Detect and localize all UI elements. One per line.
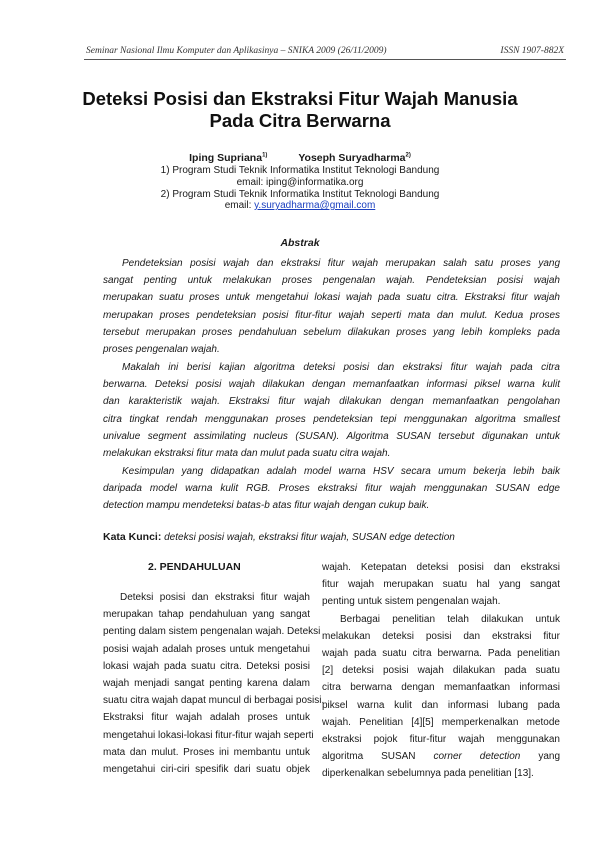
title-line-2: Pada Citra Berwarna: [209, 110, 391, 131]
running-header-issn: ISSN 1907-882X: [500, 46, 564, 56]
body-line: wajah menjadi sangat penting karena dalam: [103, 678, 310, 689]
abstract-line: sangat penting untuk melakukan proses pengenalan wajah. Pendeteksian posisi wajah: [103, 275, 560, 286]
italic-term: corner detection: [433, 751, 521, 763]
body-line: algoritma SUSAN corner detection yang: [322, 751, 561, 763]
body-line: wajah pada suatu citra berwarna. Pada penelitian: [322, 648, 560, 659]
title-line-1: Deteksi Posisi dan Ekstraksi Fitur Wajah Manusia: [82, 88, 518, 109]
body-line: [2] deteksi posisi wajah dilakukan pada suatu: [322, 665, 560, 677]
body-line: lokasi wajah pada suatu citra. Deteksi posisi: [103, 660, 310, 672]
body-line: melakukan deteksi posisi dan ekstraksi fitur: [322, 630, 560, 642]
abstract-line: merupakan suatu proses untuk mengetahui lokasi wajah pada suatu citra. Ekstraksi fitur wajah: [103, 292, 560, 303]
author-1: Iping Supriana$^{1)}$: [189, 151, 268, 164]
abstract-line: detection mampu mendeteksi batas-b atas fitur wajah dengan cukup baik.: [103, 500, 430, 511]
running-header-conference: Seminar Nasional Ilmu Komputer dan Aplikasinya – SNIKA 2009 (26/11/2009): [86, 46, 387, 56]
abstract-line: citra tingkat rendah menggunakan proses pendeteksian tepi menggunakan algoritma smallest: [103, 414, 560, 425]
body-line: diperkenalkan sebelumnya pada penelitian [13].: [322, 768, 534, 780]
body-line: fitur wajah merupakan suatu hal yang sangat: [322, 579, 560, 591]
abstract-line: proses pengenalan wajah.: [103, 344, 220, 355]
body-line: merupakan tahap pendahuluan yang sangat: [103, 609, 310, 621]
body-line: mengetahui ciri-ciri spesifik dari suatu objek: [103, 764, 310, 775]
body-line: wajah. Penelitian [4][5] memperkenalkan metode: [322, 716, 560, 728]
abstract-line: berwarna. Deteksi posisi wajah dilakukan dengan memanfaatkan informasi piksel warna kulit: [103, 379, 560, 390]
body-line: wajah. Ketepatan deteksi posisi dan ekstraksi: [322, 562, 560, 573]
affiliation-1: 1) Program Studi Teknik Informatika Institut Teknologi Bandung: [160, 165, 440, 176]
body-line: Deteksi posisi dan ekstraksi fitur wajah: [120, 592, 310, 603]
paper-title: [60, 88, 540, 132]
abstract-line: tersebut merupakan proses pendahuluan sebelum dilakukan proses yang lebih kompleks pada: [103, 327, 560, 338]
keywords: Kata Kunci: deteksi posisi wajah, ekstraksi fitur wajah, SUSAN edge detection: [103, 531, 455, 543]
body-line: Berbagai penelitian telah dilakukan untuk: [340, 613, 560, 625]
email-2: email: y.suryadharma@gmail.com: [224, 200, 376, 211]
body-line: piksel warna kulit dan informasi lubang pada: [322, 699, 560, 711]
body-line: penting dalam sistem pengenalan wajah. Deteksi: [103, 626, 321, 638]
body-line: Ekstraksi fitur wajah adalah proses untuk: [103, 712, 310, 724]
abstract-line: daripada model warna kulit RGB. Proses ekstraksi fitur wajah menggunakan SUSAN edge: [103, 483, 560, 494]
affiliation-2: 2) Program Studi Teknik Informatika Institut Teknologi Bandung: [160, 189, 440, 200]
body-line: ekstraksi pojok fitur-fitur wajah menggunakan: [322, 734, 560, 745]
abstract-heading: Abstrak: [280, 237, 320, 249]
body-line: citra berwarna dengan memanfaatkan informasi: [322, 682, 560, 694]
abstract-line: Makalah ini berisi kajian algoritma deteksi posisi dan ekstraksi fitur wajah pada citra: [122, 362, 560, 373]
abstract-line: univalue segment assimilating nucleus (SUSAN). Algoritma SUSAN tersebut digunakan untuk: [103, 431, 560, 442]
body-line: suatu citra wajah dapat muncul di berbagai posisi.: [103, 695, 325, 707]
body-line: penting untuk sistem pengenalan wajah.: [322, 596, 501, 608]
authors: [60, 150, 540, 164]
abstract-line: merupakan proses pendeteksian posisi fitur-fitur wajah seperti mata dan mulut. Kedua proses: [103, 310, 560, 321]
author-2: Yoseph Suryadharma$^{2)}$: [298, 151, 411, 164]
section-heading: 2. PENDAHULUAN: [148, 561, 241, 573]
abstract-line: Kesimpulan yang didapatkan adalah model warna HSV secara umum bekerja lebih baik: [122, 466, 560, 477]
body-line: mengetahui lokasi-lokasi fitur-fitur wajah seperti: [103, 729, 314, 741]
abstract-line: Pendeteksian posisi wajah dan ekstraksi fitur wajah merupakan salah satu proses yang: [122, 258, 560, 269]
email-1: email: iping@informatika.org: [236, 177, 364, 188]
abstract-line: dan karakteristik wajah. Ekstraksi fitur wajah dilakukan dengan memanfaatkan pengolahan: [103, 396, 560, 407]
abstract-line: melakukan ekstraksi fitur mata dan mulut pada suatu citra wajah.: [103, 448, 391, 459]
email-link[interactable]: y.suryadharma@gmail.com: [254, 200, 376, 211]
header-rule: [84, 59, 566, 60]
body-line: mata dan mulut. Proses ini membantu untuk: [103, 746, 310, 758]
body-line: posisi wajah adalah proses untuk mengetahui: [103, 643, 310, 655]
